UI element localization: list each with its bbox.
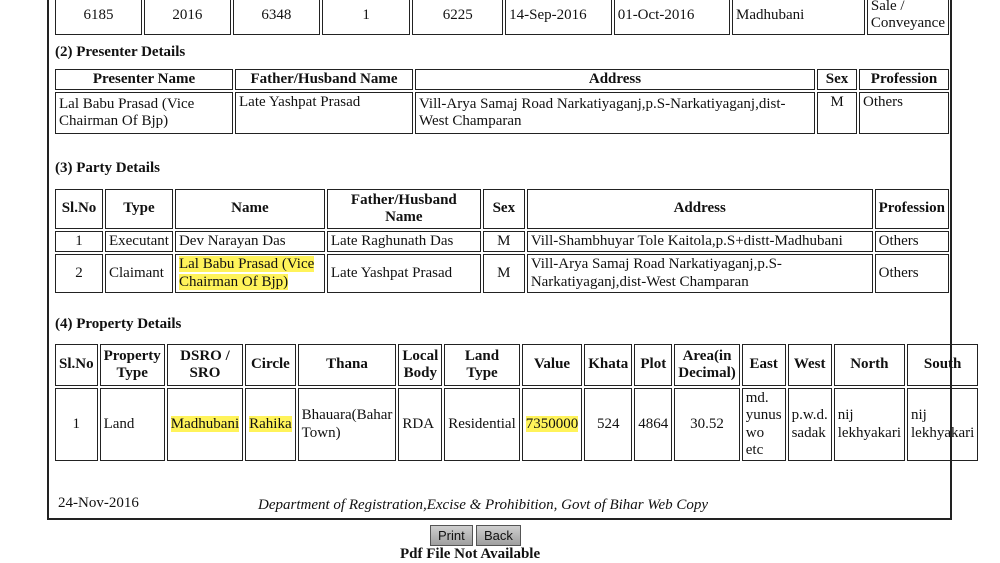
column-header: Presenter Name xyxy=(55,69,233,90)
table-row xyxy=(55,92,949,134)
cell: Land xyxy=(100,388,165,461)
column-header: East xyxy=(742,344,786,386)
column-header: Address xyxy=(415,69,815,90)
cell: 6225 xyxy=(412,0,503,35)
cell xyxy=(245,388,296,461)
cell: 2 xyxy=(55,254,103,293)
table-row xyxy=(55,254,949,293)
column-header: Type xyxy=(105,189,173,229)
table-header-row xyxy=(55,344,978,386)
highlighted-text: Madhubani xyxy=(170,415,240,432)
presenter-section-heading: (2) Presenter Details xyxy=(55,44,186,60)
cell: 1 xyxy=(322,0,410,35)
column-header: Sex xyxy=(483,189,525,229)
column-header: Father/Husband Name xyxy=(327,189,481,229)
column-header: Property Type xyxy=(100,344,165,386)
cell: 1 xyxy=(55,231,103,252)
table-header-row xyxy=(55,189,949,229)
cell: Sale / Conveyance xyxy=(867,0,949,35)
column-header: Profession xyxy=(875,189,949,229)
property-section-heading: (4) Property Details xyxy=(55,316,182,332)
cell: Others xyxy=(875,231,949,252)
column-header: Sl.No xyxy=(55,189,103,229)
cell: p.w.d. sadak xyxy=(788,388,832,461)
cell: M xyxy=(483,231,525,252)
cell xyxy=(167,388,243,461)
column-header: South xyxy=(907,344,978,386)
cell: Late Raghunath Das xyxy=(327,231,481,252)
cell: Bhauara(Bahar Town) xyxy=(298,388,397,461)
column-header: Khata xyxy=(584,344,632,386)
cell: 524 xyxy=(584,388,632,461)
cell: nij lekhyakari xyxy=(834,388,905,461)
cell: Dev Narayan Das xyxy=(175,231,325,252)
print-button[interactable]: Print xyxy=(430,525,473,546)
column-header: Thana xyxy=(298,344,397,386)
table-row xyxy=(55,0,949,35)
cell: Vill-Shambhuyar Tole Kaitola,p.S+distt-Madhubani xyxy=(527,231,873,252)
cell: 6348 xyxy=(233,0,320,35)
property-table xyxy=(53,342,980,463)
cell: RDA xyxy=(398,388,442,461)
cell: 1 xyxy=(55,388,98,461)
cell: 14-Sep-2016 xyxy=(505,0,612,35)
party-table xyxy=(53,187,951,295)
cell: Madhubani xyxy=(732,0,865,35)
cell: Claimant xyxy=(105,254,173,293)
column-header: Sex xyxy=(817,69,857,90)
highlighted-text: Rahika xyxy=(249,415,292,432)
pdf-status-text: Pdf File Not Available xyxy=(400,546,541,562)
cell: Executant xyxy=(105,231,173,252)
column-header: West xyxy=(788,344,832,386)
highlighted-text: 7350000 xyxy=(525,415,579,432)
column-header: Father/Husband Name xyxy=(235,69,413,90)
cell: 4864 xyxy=(634,388,672,461)
column-header: Sl.No xyxy=(55,344,98,386)
column-header: Plot xyxy=(634,344,672,386)
cell: md. yunus wo etc xyxy=(742,388,786,461)
cell: M xyxy=(483,254,525,293)
cell: M xyxy=(817,92,857,134)
cell: Lal Babu Prasad (Vice Chairman Of Bjp) xyxy=(55,92,233,134)
cell xyxy=(522,388,583,461)
column-header: Profession xyxy=(859,69,949,90)
cell: Others xyxy=(859,92,949,134)
cell: Late Yashpat Prasad xyxy=(235,92,413,134)
party-section-heading: (3) Party Details xyxy=(55,160,160,176)
print-date: 24-Nov-2016 xyxy=(58,495,139,511)
table-header-row xyxy=(55,69,949,90)
cell: Residential xyxy=(444,388,520,461)
presenter-table xyxy=(53,67,951,136)
table-row xyxy=(55,231,949,252)
cell: Vill-Arya Samaj Road Narkatiyaganj,p.S-Narkatiyaganj,dist-West Champaran xyxy=(415,92,815,134)
cell: Vill-Arya Samaj Road Narkatiyaganj,p.S-Narkatiyaganj,dist-West Champaran xyxy=(527,254,873,293)
column-header: Address xyxy=(527,189,873,229)
cell: 6185 xyxy=(55,0,142,35)
cell xyxy=(175,254,325,293)
column-header: DSRO / SRO xyxy=(167,344,243,386)
column-header: Value xyxy=(522,344,583,386)
cell: 01-Oct-2016 xyxy=(614,0,730,35)
column-header: Circle xyxy=(245,344,296,386)
column-header: Name xyxy=(175,189,325,229)
cell: Late Yashpat Prasad xyxy=(327,254,481,293)
cell: nij lekhyakari xyxy=(907,388,978,461)
highlighted-text: Lal Babu Prasad (Vice Chairman Of Bjp) xyxy=(178,256,315,290)
column-header: Local Body xyxy=(398,344,442,386)
table-row xyxy=(55,388,978,461)
back-button[interactable]: Back xyxy=(476,525,521,546)
department-caption: Department of Registration,Excise & Prohibition, Govt of Bihar Web Copy xyxy=(258,497,709,513)
registration-summary-table xyxy=(53,0,951,37)
column-header: Area(in Decimal) xyxy=(674,344,739,386)
cell: 30.52 xyxy=(674,388,739,461)
cell: Others xyxy=(875,254,949,293)
column-header: North xyxy=(834,344,905,386)
column-header: Land Type xyxy=(444,344,520,386)
cell: 2016 xyxy=(144,0,231,35)
